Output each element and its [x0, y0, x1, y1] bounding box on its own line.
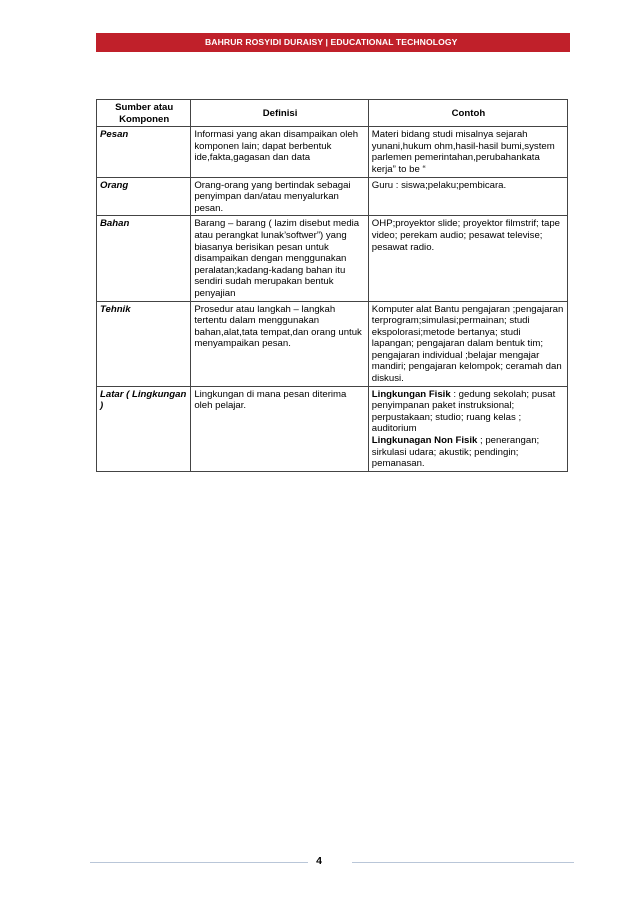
cell-definisi: Orang-orang yang bertindak sebagai penyimpan dan/atau menyalurkan pesan. — [191, 177, 368, 216]
table-row — [97, 127, 568, 177]
cell-komponen: Latar ( Lingkungan ) — [97, 386, 191, 471]
cell-definisi: Lingkungan di mana pesan diterima oleh pelajar. — [191, 386, 368, 471]
cell-contoh: Komputer alat Bantu pengajaran ;pengajaran terprogram;simulasi;permainan; studi ekspolorasi;metode bertanya; studi lapangan; pengajaran dalam bentuk tim; pengajaran individual ;belajar mengajar mandiri; pengajaran kelompok; ceramah dan diskusi. — [368, 301, 567, 386]
cell-komponen: Bahan — [97, 216, 191, 301]
cell-komponen: Tehnik — [97, 301, 191, 386]
cell-contoh: Guru : siswa;pelaku;pembicara. — [368, 177, 567, 216]
contoh-nonfisik-label: Lingkunagan Non Fisik — [371, 435, 478, 447]
cell-contoh — [368, 386, 567, 471]
komponen-table — [96, 99, 568, 472]
cell-definisi: Barang – barang ( lazim disebut media atau perangkat lunak’softwer”) yang biasanya berisikan pesan untuk disampaikan dengan menggunakan peralatan;kadang-kadang bahan itu sendiri sudah merupakan bentuk penyajian — [191, 216, 368, 301]
running-header: BAHRUR ROSYIDI DURAISY | EDUCATIONAL TECHNOLOGY — [96, 33, 570, 52]
column-header-komponen: Sumber atau Komponen — [97, 100, 191, 127]
cell-contoh: Materi bidang studi misalnya sejarah yunani,hukum ohm,hasil-hasil bumi,system parlemen pemerintahan,perubahankata kerja” to be “ — [368, 127, 567, 177]
cell-definisi: Prosedur atau langkah – langkah tertentu dalam menggunakan bahan,alat,tata tempat,dan orang untuk menyampaikan pesan. — [191, 301, 368, 386]
table-header-row — [97, 100, 568, 127]
contoh-fisik-label: Lingkungan Fisik — [371, 388, 451, 400]
table-row — [97, 177, 568, 216]
table-row — [97, 301, 568, 386]
table-row — [97, 386, 568, 471]
page-number: 4 — [316, 855, 322, 867]
column-header-contoh: Contoh — [368, 100, 567, 127]
cell-komponen: Orang — [97, 177, 191, 216]
cell-contoh: OHP;proyektor slide; proyektor filmstrif; tape video; perekam audio; pesawat televise; pesawat radio. — [368, 216, 567, 301]
table-row — [97, 216, 568, 301]
cell-komponen: Pesan — [97, 127, 191, 177]
footer-divider-left — [90, 862, 308, 863]
contoh-fisik-text: : gedung sekolah; pusat penyimpanan paket instruksional; perpustakaan; studio; ruang kelas ; auditorium — [371, 388, 556, 435]
column-header-definisi: Definisi — [191, 100, 368, 127]
contoh-nonfisik-text: ; penerangan; sirkulasi udara; akustik; pendingin; pemanasan. — [371, 435, 540, 470]
footer-divider-right — [352, 862, 574, 863]
cell-definisi: Informasi yang akan disampaikan oleh komponen lain; dapat berbentuk ide,fakta,gagasan dan data — [191, 127, 368, 177]
